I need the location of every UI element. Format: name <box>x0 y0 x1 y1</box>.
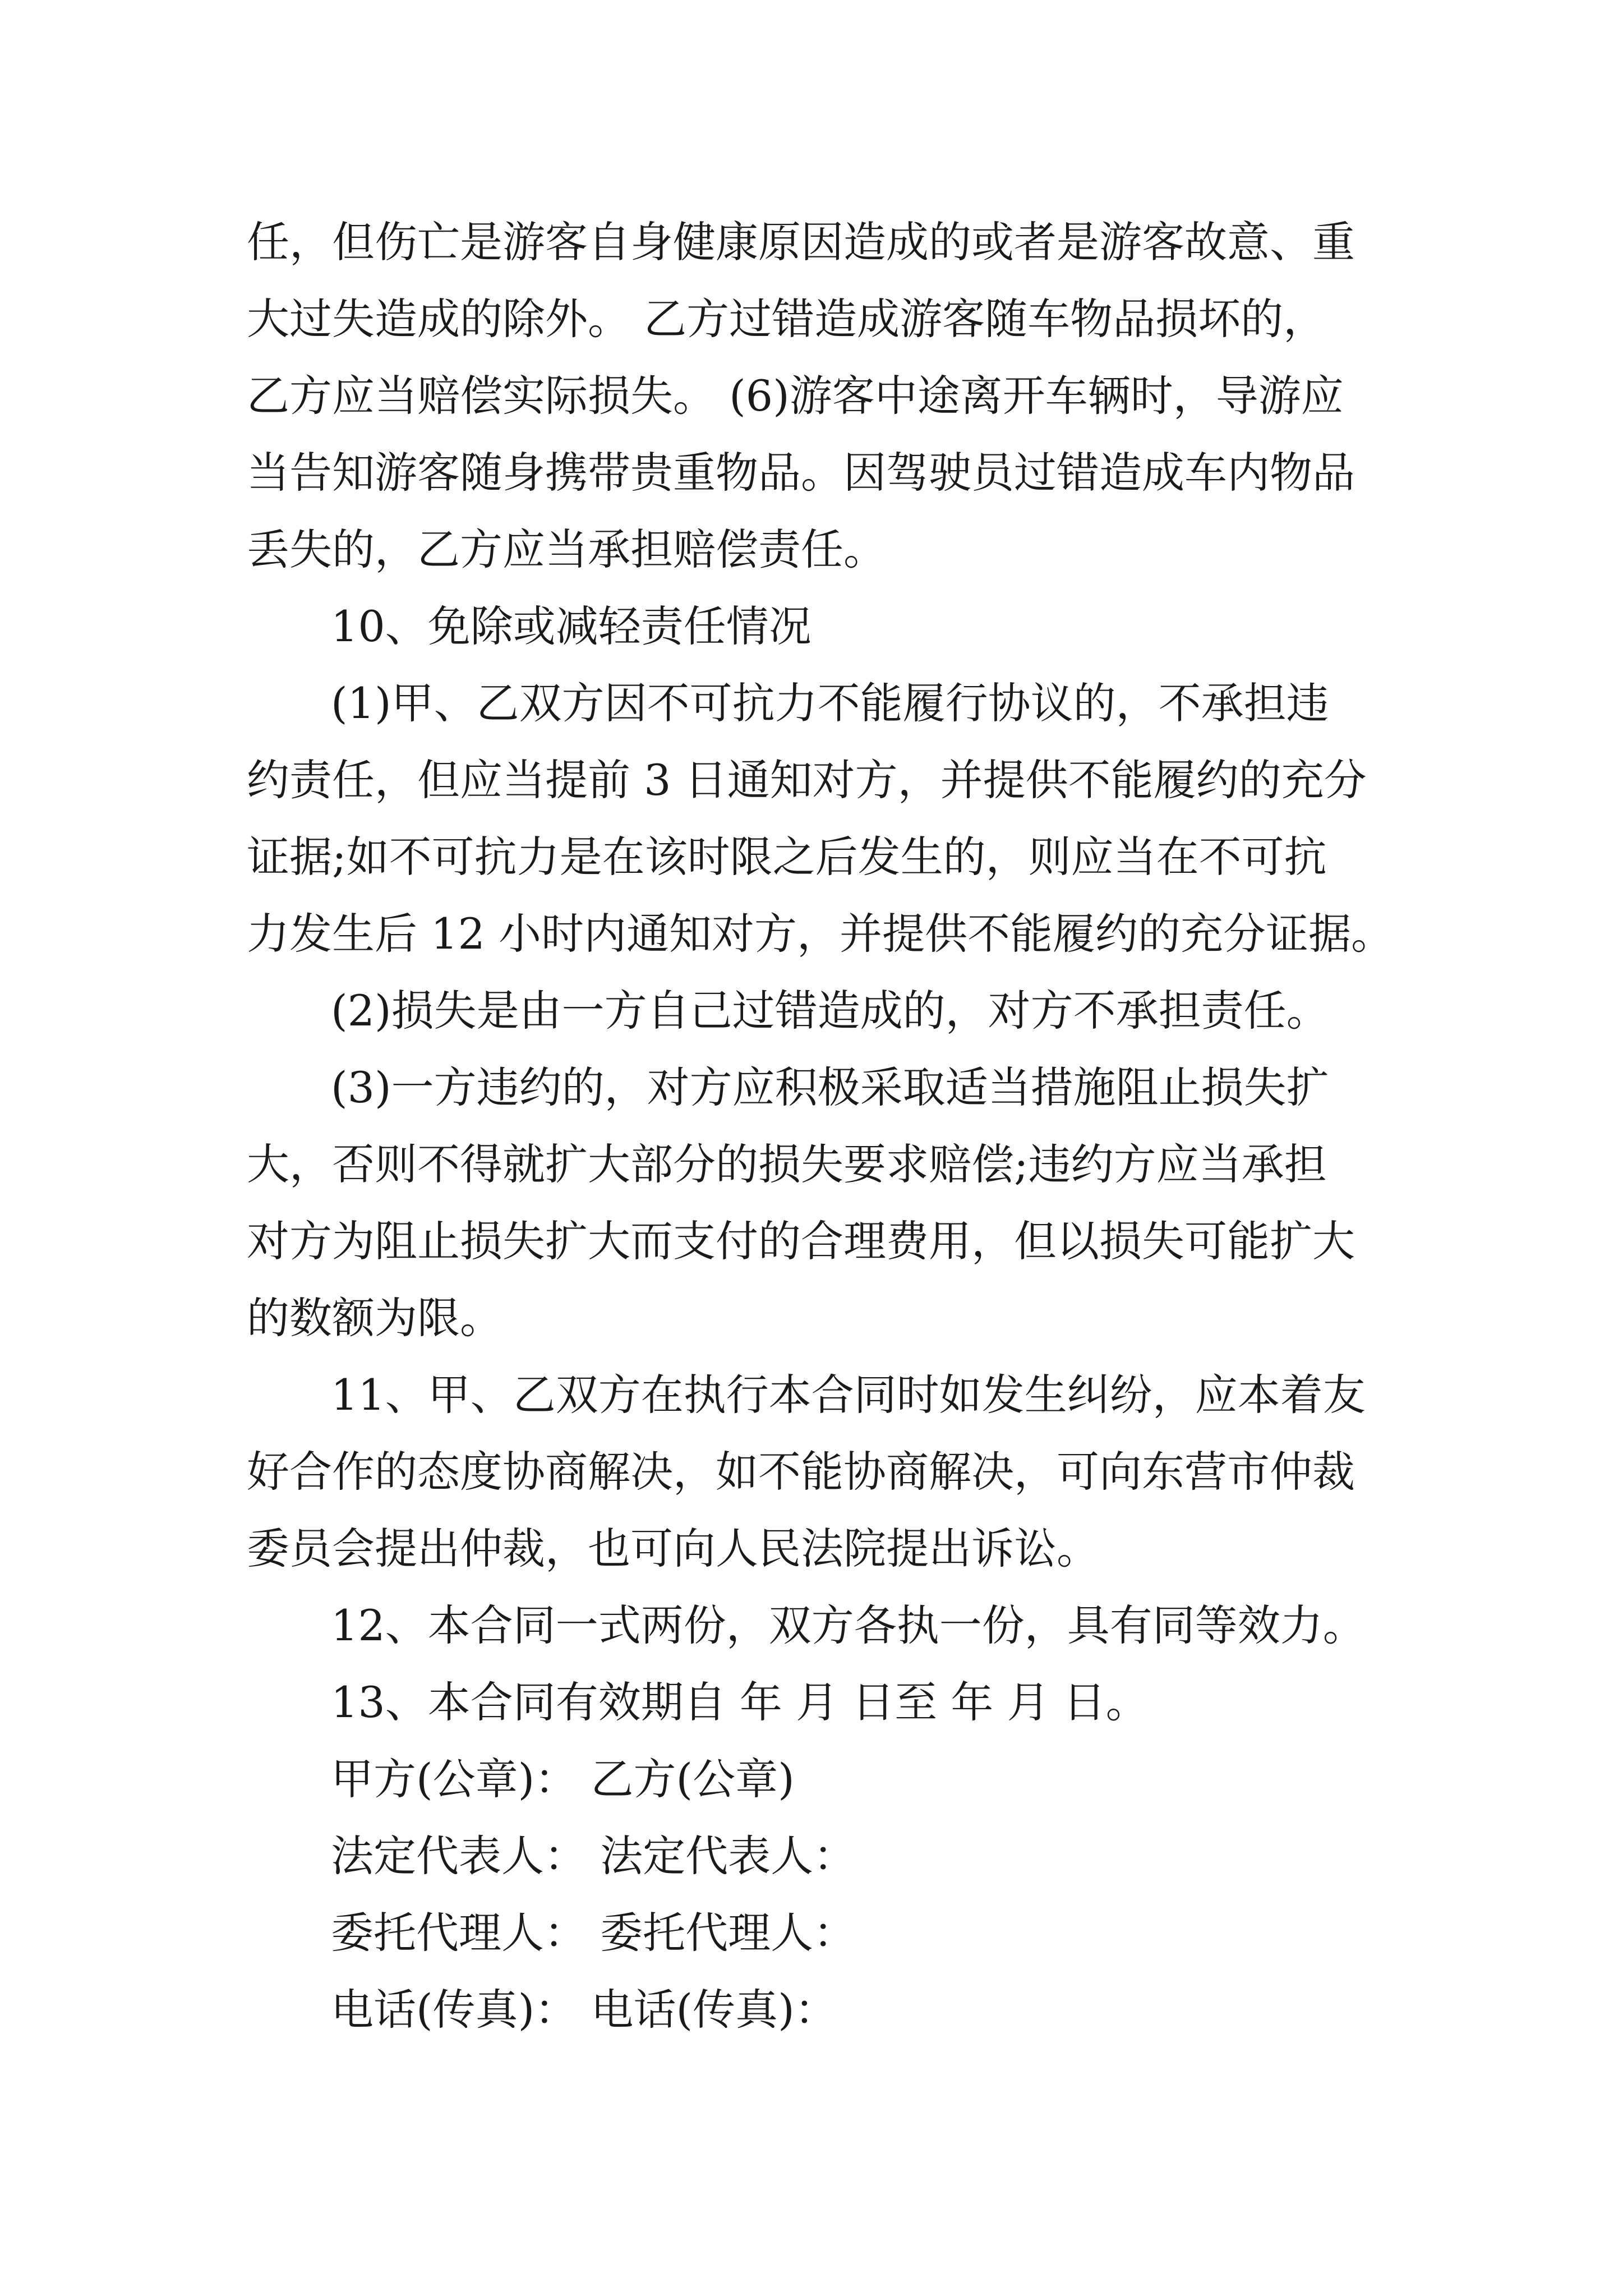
section-heading: 10、免除或减轻责任情况 <box>331 601 811 651</box>
paragraph-line: 13、本合同有效期自 年 月 日至 年 月 日。 <box>331 1677 1149 1727</box>
paragraph-line: 12、本合同一式两份，双方各执一份，具有同等效力。 <box>331 1600 1366 1650</box>
signature-line-representative: 法定代表人： 法定代表人： <box>331 1831 856 1881</box>
paragraph-line: 任，但伤亡是游客自身健康原因造成的或者是游客故意、重 <box>247 217 1355 267</box>
paragraph-line: 大过失造成的除外。 乙方过错造成游客随车物品损坏的， <box>247 294 1326 344</box>
paragraph-line: 乙方应当赔偿实际损失。 (6)游客中途离开车辆时，导游应 <box>247 371 1344 421</box>
paragraph-line: (3)一方违约的，对方应积极采取适当措施阻止损失扩 <box>331 1062 1329 1112</box>
paragraph-line: 当告知游客随身携带贵重物品。因驾驶员过错造成车内物品 <box>247 448 1355 498</box>
paragraph-line: 丢失的，乙方应当承担赔偿责任。 <box>247 524 886 574</box>
signature-line-phone: 电话(传真)： 电话(传真)： <box>331 1985 837 2035</box>
paragraph-line: 好合作的态度协商解决，如不能协商解决，可向东营市仲裁 <box>247 1447 1355 1497</box>
paragraph-line: 证据;如不可抗力是在该时限之后发生的，则应当在不可抗 <box>247 832 1327 882</box>
paragraph-line: 约责任，但应当提前 3 日通知对方，并提供不能履约的充分 <box>247 755 1367 805</box>
paragraph-line: 对方为阻止损失扩大而支付的合理费用，但以损失可能扩大 <box>247 1216 1355 1266</box>
signature-line-agent: 委托代理人： 委托代理人： <box>331 1908 856 1958</box>
paragraph-line: 大，否则不得就扩大部分的损失要求赔偿;违约方应当承担 <box>247 1139 1327 1189</box>
paragraph-line: 11、甲、乙双方在执行本合同时如发生纠纷，应本着友 <box>331 1370 1366 1420</box>
paragraph-line: 的数额为限。 <box>247 1293 502 1343</box>
signature-line-seal: 甲方(公章)： 乙方(公章) <box>331 1754 795 1804</box>
paragraph-line: (1)甲、乙双方因不可抗力不能履行协议的，不承担违 <box>331 678 1329 728</box>
paragraph-line: 委员会提出仲裁，也可向人民法院提出诉讼。 <box>247 1524 1099 1573</box>
paragraph-line: (2)损失是由一方自己过错造成的，对方不承担责任。 <box>331 986 1329 1036</box>
paragraph-line: 力发生后 12 小时内通知对方，并提供不能履约的充分证据。 <box>247 909 1394 959</box>
